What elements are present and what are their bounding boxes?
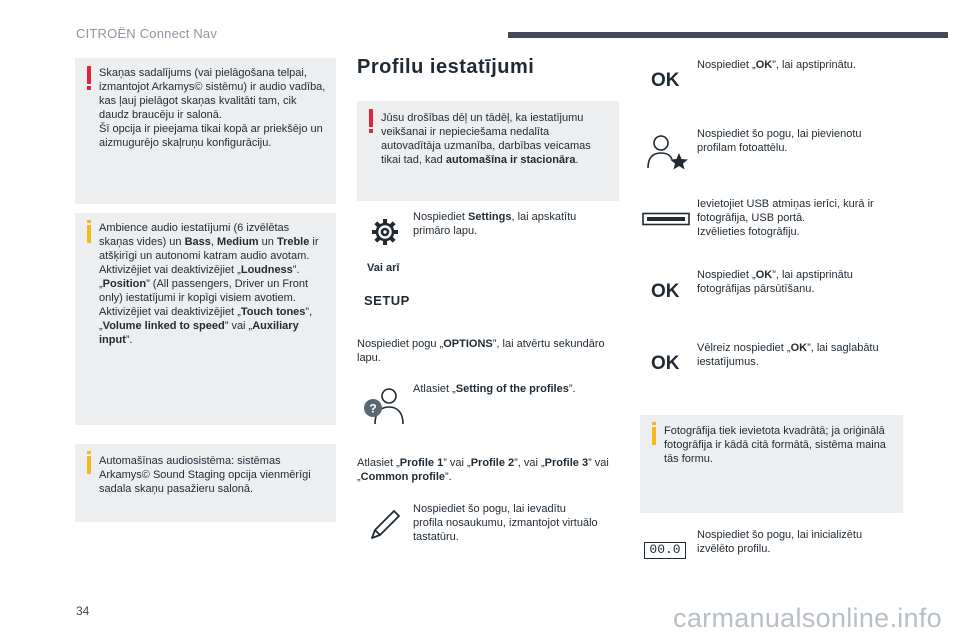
text-line: izvēlēto profilu. xyxy=(697,543,771,555)
box-line: Ambience audio iestatījumi (6 izvēlētas xyxy=(99,222,290,234)
text-line: iestatījumus. xyxy=(697,356,759,368)
box-line: skaņas vides) un Bass, Medium un Treble ir xyxy=(99,236,319,248)
info-box-ambience xyxy=(75,213,336,425)
warning-box-sound-distribution xyxy=(75,58,336,204)
watermark: carmanualsonline.info xyxy=(673,603,942,633)
profile-help-icon xyxy=(363,386,407,426)
box-line: Fotogrāfija tiek ievietota kvadrātā; ja oriģinālā xyxy=(664,425,885,437)
step-select-text: Atlasiet „Setting of the profiles”. xyxy=(413,383,576,395)
step5-text xyxy=(697,341,879,369)
box-line: „Position” (All passengers, Driver un Front xyxy=(99,278,309,290)
info-box-photo xyxy=(640,415,903,513)
box-line: Skaņas sadalījums (vai pielāgošana telpai, xyxy=(99,67,307,79)
step4-text xyxy=(697,268,853,296)
box-line: only) iestatījumi ir kopīgi visiem avotiem. xyxy=(99,292,296,304)
box-line: atšķirīgi un autonomi katram audio avotam. xyxy=(99,250,310,262)
text-line: Nospiediet Settings, lai apskatītu xyxy=(413,211,577,223)
header-bar xyxy=(508,32,948,38)
text-line: Vēlreiz nospiediet „OK”, lai saglabātu xyxy=(697,342,879,354)
text-line: Nospiediet šo pogu, lai ievadītu xyxy=(413,503,566,515)
info-icon xyxy=(87,456,91,474)
step3-text xyxy=(697,197,874,239)
text-line: „Common profile”. xyxy=(357,471,452,483)
box-line: Aktivizējiet vai deaktivizējiet „Loudness”. xyxy=(99,264,300,276)
text-line: Nospiediet „OK”, lai apstiprinātu xyxy=(697,269,853,281)
box-line: Arkamys© Sound Staging opcija vienmērīgi xyxy=(99,469,311,481)
box-line: tās formu. xyxy=(664,453,713,465)
box-line: sadala skaņu pasažieru salonā. xyxy=(99,483,254,495)
ok-button-label: OK xyxy=(651,70,680,91)
text-line: Izvēlieties fotogrāfiju. xyxy=(697,226,800,238)
box-line: Aktivizējiet vai deaktivizējiet „Touch tones”, xyxy=(99,306,313,318)
section-heading: Profilu iestatījumi xyxy=(357,56,535,78)
ok-button-label: OK xyxy=(651,353,680,374)
add-user-photo-icon xyxy=(645,134,689,170)
box-line: tikai tad, kad automašīna ir stacionāra. xyxy=(381,154,579,166)
info-icon xyxy=(652,427,656,445)
step2-text xyxy=(697,127,862,155)
box-line: Jūsu drošības dēļ un tādēļ, ka iestatījumu xyxy=(381,112,584,124)
box-line: autovadītāja uzmanība, darbības veicamas xyxy=(381,140,591,152)
warning-box-safety xyxy=(357,101,619,201)
step1-text: Nospiediet „OK”, lai apstiprinātu. xyxy=(697,59,856,71)
options-text xyxy=(357,337,605,365)
text-line: profilam fotoattēlu. xyxy=(697,142,788,154)
profiles-text xyxy=(357,456,609,484)
text-line: Nospiediet šo pogu, lai inicializētu xyxy=(697,529,863,541)
pencil-icon xyxy=(368,508,402,542)
text-line: fotogrāfija, USB portā. xyxy=(697,212,806,224)
box-line: daudz braucēju ir salonā. xyxy=(99,109,222,121)
box-line: input”. xyxy=(99,334,133,346)
text-line: profila nosaukumu, izmantojot virtuālo xyxy=(413,517,598,529)
box-line: Šī opcija ir pieejama tikai kopā ar priekšējo un xyxy=(99,123,323,135)
info-icon xyxy=(87,225,91,243)
step-edit-text xyxy=(413,502,598,544)
page-number: 34 xyxy=(76,604,90,618)
gear-icon xyxy=(371,218,399,246)
box-line: „Volume linked to speed” vai „Auxiliary xyxy=(99,320,299,332)
box-line: izmantojot Arkamys© sistēmu) ir audio vadība, xyxy=(99,81,326,93)
step-settings-text xyxy=(413,210,576,238)
setup-button-label: SETUP xyxy=(364,293,410,308)
or-label: Vai arī xyxy=(367,262,400,274)
svg-text:?: ? xyxy=(369,401,377,416)
text-line: lapu. xyxy=(357,352,381,364)
text-line: tastatūru. xyxy=(413,531,459,543)
text-line: Atlasiet „Profile 1” vai „Profile 2”, vai „Profile 3” vai xyxy=(357,457,609,469)
step6-text xyxy=(697,528,862,556)
usb-port-icon xyxy=(642,212,690,226)
reset-profile-button-label: 00.0 xyxy=(644,542,686,559)
text-line: Nospiediet šo pogu, lai pievienotu xyxy=(697,128,862,140)
ok-button-label: OK xyxy=(651,281,680,302)
page-header-title: CITROËN Connect Nav xyxy=(76,26,218,41)
text-line: Nospiediet pogu „OPTIONS”, lai atvērtu sekundāro xyxy=(357,338,605,350)
box-line: Automašīnas audiosistēma: sistēmas xyxy=(99,455,281,467)
box-line: veikšanai ir nepieciešama nedalīta xyxy=(381,126,550,138)
text-line: Ievietojiet USB atmiņas ierīci, kurā ir xyxy=(697,198,874,210)
warning-icon xyxy=(87,66,91,84)
warning-icon xyxy=(369,109,373,127)
info-box-audio-system xyxy=(75,444,336,522)
box-line: kas ļauj pielāgot skaņas kvalitāti tam, cik xyxy=(99,95,297,107)
text-line: fotogrāfijas pārsūtīšanu. xyxy=(697,283,815,295)
box-line: fotogrāfija ir kādā citā formātā, sistēma maina xyxy=(664,439,886,451)
box-line: aizmugurējo skaļruņu konfigurāciju. xyxy=(99,137,272,149)
text-line: primāro lapu. xyxy=(413,225,478,237)
